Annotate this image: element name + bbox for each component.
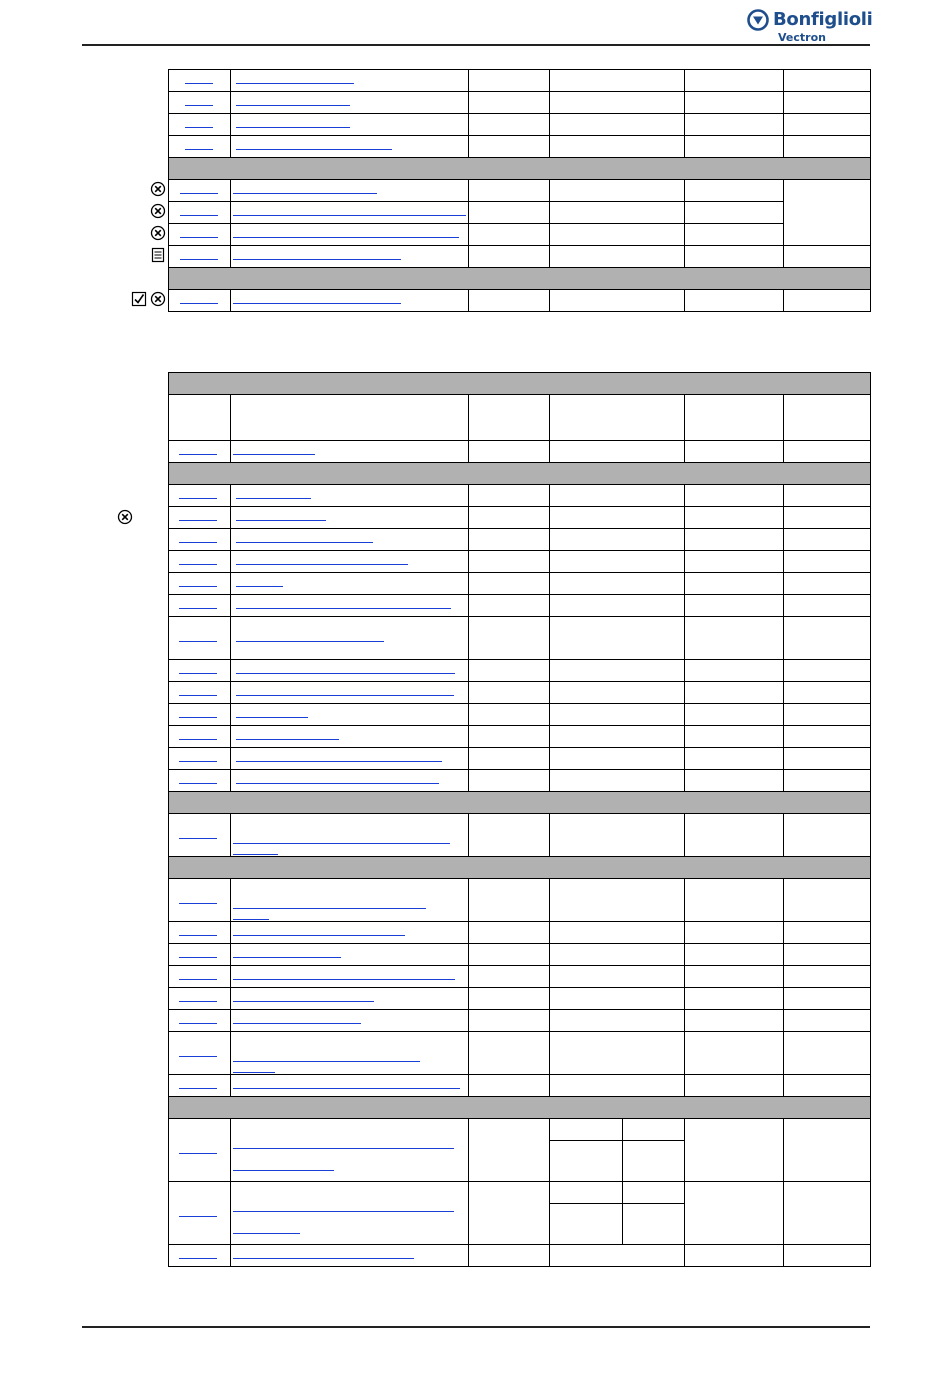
footer-rule: [82, 1326, 870, 1328]
parameter-number-link[interactable]: [185, 148, 213, 150]
section-row: [169, 373, 871, 395]
table-row: [169, 748, 871, 770]
cancel-circle-icon: [150, 225, 166, 241]
parameter-name-link-continued[interactable]: [233, 853, 278, 855]
brand-sub-name: Vectron: [778, 31, 826, 44]
table-row: [169, 1075, 871, 1097]
parameter-number-link[interactable]: [179, 585, 217, 587]
table-row: [169, 988, 871, 1010]
parameter-name-link[interactable]: [233, 907, 426, 909]
table-row: [169, 290, 871, 312]
parameter-table-2: [168, 372, 871, 1267]
parameter-number-link[interactable]: [179, 1087, 217, 1089]
section-row: [169, 158, 871, 180]
parameter-name-link[interactable]: [233, 453, 315, 455]
parameter-number-link[interactable]: [179, 738, 217, 740]
parameter-name-link[interactable]: [233, 236, 459, 238]
parameter-number-link[interactable]: [179, 519, 217, 521]
parameter-name-link[interactable]: [233, 1022, 361, 1024]
parameter-name-link[interactable]: [236, 694, 454, 696]
table-row: [169, 770, 871, 792]
parameter-name-link[interactable]: [233, 1087, 460, 1089]
parameter-name-link-continued[interactable]: [233, 1169, 334, 1171]
parameter-name-link[interactable]: [236, 672, 455, 674]
parameter-name-link[interactable]: [236, 541, 373, 543]
parameter-number-link[interactable]: [180, 192, 218, 194]
checkbox-checked-icon: [131, 291, 147, 307]
parameter-table-1: [168, 69, 871, 312]
table-row: [169, 726, 871, 748]
table-row: [169, 1119, 871, 1141]
section-row: [169, 792, 871, 814]
parameter-name-link[interactable]: [236, 640, 384, 642]
table-row: [169, 966, 871, 988]
parameter-name-link-continued[interactable]: [233, 1071, 275, 1073]
parameter-name-link[interactable]: [236, 782, 439, 784]
parameter-number-link[interactable]: [179, 1055, 217, 1057]
section-row: [169, 857, 871, 879]
parameter-name-link[interactable]: [233, 978, 455, 980]
parameter-number-link[interactable]: [179, 1022, 217, 1024]
parameter-name-link[interactable]: [233, 934, 405, 936]
table-row: [169, 1010, 871, 1032]
table-row: [169, 136, 871, 158]
cancel-circle-icon: [150, 203, 166, 219]
parameter-name-link[interactable]: [233, 302, 401, 304]
cancel-circle-icon: [150, 291, 166, 307]
parameter-name-link[interactable]: [236, 104, 350, 106]
parameter-name-link[interactable]: [236, 497, 311, 499]
parameter-number-link[interactable]: [179, 934, 217, 936]
table-row: [169, 573, 871, 595]
document-icon: [150, 247, 166, 263]
parameter-name-link[interactable]: [236, 716, 308, 718]
parameter-number-link[interactable]: [179, 1215, 217, 1217]
parameter-number-link[interactable]: [179, 563, 217, 565]
section-row: [169, 463, 871, 485]
bonfiglioli-logo-icon: [747, 9, 769, 31]
header-rule: [82, 44, 870, 46]
table-row: [169, 441, 871, 463]
parameter-name-link[interactable]: [236, 760, 442, 762]
table-row: [169, 202, 871, 224]
parameter-name-link[interactable]: [236, 738, 339, 740]
brand-name: Bonfiglioli: [773, 9, 873, 30]
table-row: [169, 660, 871, 682]
table-row: [169, 1032, 871, 1075]
parameter-number-link[interactable]: [179, 607, 217, 609]
parameter-number-link[interactable]: [179, 902, 217, 904]
parameter-number-link[interactable]: [179, 541, 217, 543]
parameter-name-link[interactable]: [233, 956, 341, 958]
cancel-circle-icon: [117, 509, 133, 525]
parameter-name-link[interactable]: [233, 1257, 414, 1259]
table-row: [169, 551, 871, 573]
table-header-row: [169, 395, 871, 441]
parameter-number-link[interactable]: [179, 782, 217, 784]
parameter-number-link[interactable]: [185, 104, 213, 106]
table-row: [169, 617, 871, 660]
table-row: [169, 595, 871, 617]
parameter-number-link[interactable]: [179, 1152, 217, 1154]
parameter-name-link[interactable]: [236, 585, 283, 587]
parameter-number-link[interactable]: [179, 716, 217, 718]
parameter-name-link-continued[interactable]: [233, 918, 269, 920]
parameter-number-link[interactable]: [179, 978, 217, 980]
parameter-name-link[interactable]: [236, 519, 326, 521]
table-row: [169, 507, 871, 529]
table-row: [169, 944, 871, 966]
parameter-name-link[interactable]: [233, 842, 450, 844]
table-row: [169, 70, 871, 92]
parameter-name-link[interactable]: [233, 258, 401, 260]
parameter-name-link[interactable]: [236, 148, 392, 150]
parameter-number-link[interactable]: [179, 453, 217, 455]
parameter-name-link[interactable]: [236, 563, 408, 565]
table-row: [169, 529, 871, 551]
parameter-number-link[interactable]: [185, 126, 213, 128]
parameter-number-link[interactable]: [180, 236, 218, 238]
parameter-number-link[interactable]: [179, 694, 217, 696]
table-row: [169, 246, 871, 268]
parameter-number-link[interactable]: [185, 82, 213, 84]
parameter-name-link[interactable]: [233, 192, 377, 194]
table-row: [169, 704, 871, 726]
table-row: [169, 1245, 871, 1267]
parameter-name-link[interactable]: [236, 126, 350, 128]
cancel-circle-icon: [150, 181, 166, 197]
table-row: [169, 814, 871, 857]
parameter-name-link[interactable]: [233, 1000, 374, 1002]
parameter-name-link[interactable]: [233, 1060, 420, 1062]
table-row: [169, 224, 871, 246]
parameter-number-link[interactable]: [179, 497, 217, 499]
brand-logo: [747, 8, 872, 46]
parameter-name-link[interactable]: [233, 1210, 454, 1212]
parameter-number-link[interactable]: [179, 837, 217, 839]
table-row: [169, 1182, 871, 1204]
parameter-number-link[interactable]: [179, 956, 217, 958]
section-row: [169, 268, 871, 290]
section-row: [169, 1097, 871, 1119]
parameter-name-link-continued[interactable]: [233, 1232, 300, 1234]
parameter-number-link[interactable]: [179, 672, 217, 674]
parameter-number-link[interactable]: [180, 258, 218, 260]
parameter-number-link[interactable]: [180, 302, 218, 304]
parameter-name-link[interactable]: [236, 82, 354, 84]
parameter-number-link[interactable]: [179, 640, 217, 642]
parameter-number-link[interactable]: [180, 214, 218, 216]
parameter-name-link[interactable]: [233, 214, 466, 216]
table-row: [169, 682, 871, 704]
parameter-number-link[interactable]: [179, 760, 217, 762]
parameter-name-link[interactable]: [236, 607, 451, 609]
table-row: [169, 92, 871, 114]
parameter-number-link[interactable]: [179, 1257, 217, 1259]
table-row: [169, 114, 871, 136]
table-row: [169, 922, 871, 944]
parameter-name-link[interactable]: [233, 1147, 454, 1149]
parameter-number-link[interactable]: [179, 1000, 217, 1002]
table-row: [169, 180, 871, 202]
table-row: [169, 485, 871, 507]
table-row: [169, 879, 871, 922]
